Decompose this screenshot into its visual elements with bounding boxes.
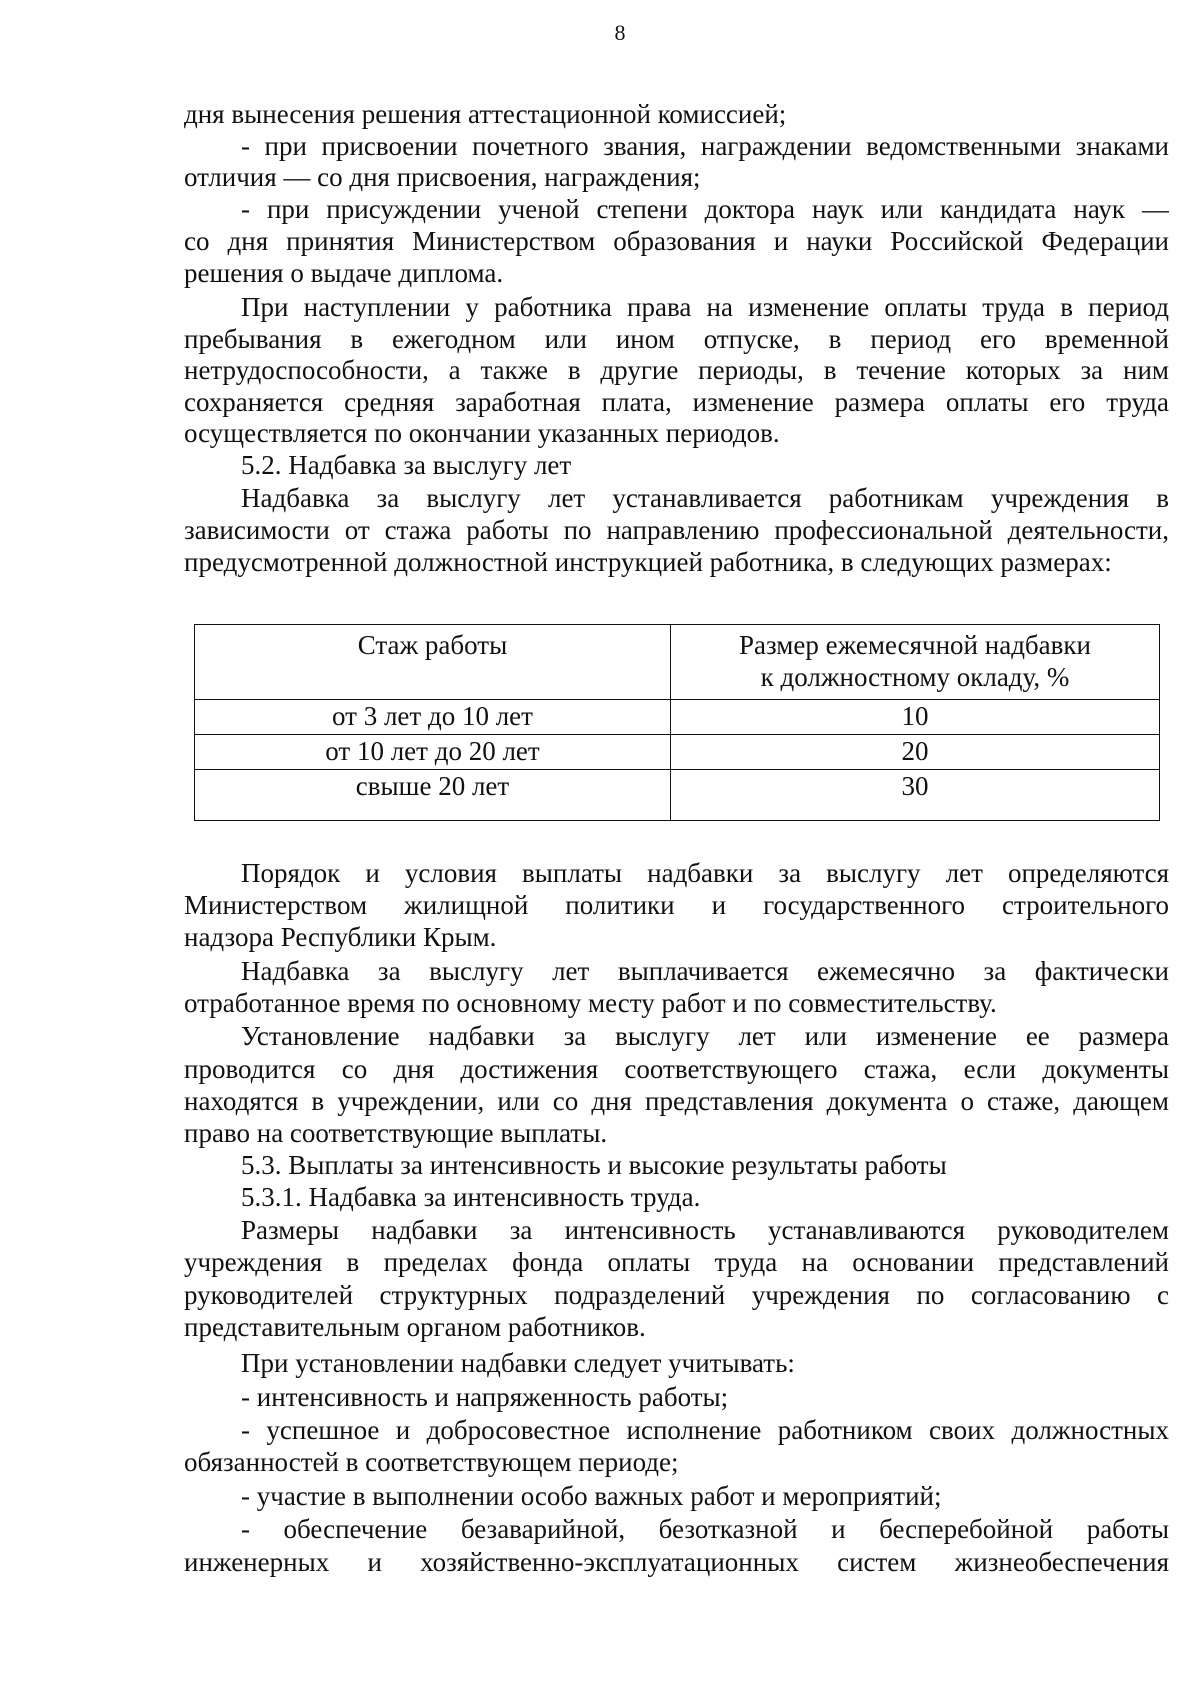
- text-line: пребывания в ежегодном или ином отпуске, в период его временной: [184, 324, 1169, 354]
- list-item: - интенсивность и напряженность работы;: [241, 1382, 729, 1412]
- text-line: находятся в учреждении, или со дня представления документа о стаже, дающем: [184, 1086, 1169, 1116]
- cell-bonus: 30: [671, 770, 1160, 821]
- text-line: зависимости от стажа работы по направлению профессиональной деятельности,: [184, 515, 1169, 545]
- text-line: осуществляется по окончании указанных периодов.: [184, 418, 780, 448]
- text-line: руководителей структурных подразделений учреждения по согласованию с: [184, 1280, 1169, 1310]
- page-number: 8: [614, 20, 626, 45]
- text-line: дня вынесения решения аттестационной комиссией;: [184, 99, 787, 129]
- table-row: [195, 770, 1160, 821]
- seniority-bonus-table: [194, 624, 1160, 821]
- section-heading: 5.3.1. Надбавка за интенсивность труда.: [241, 1182, 701, 1212]
- text-line: - при присуждении ученой степени доктора наук или кандидата наук —: [241, 194, 1169, 224]
- cell-experience: от 3 лет до 10 лет: [195, 700, 671, 735]
- table-row: [195, 700, 1160, 735]
- cell-bonus: 20: [671, 735, 1160, 770]
- text-line: Надбавка за выслугу лет выплачивается ежемесячно за фактически: [241, 956, 1169, 986]
- header-bonus-line1: Размер ежемесячной надбавки: [739, 630, 1091, 660]
- text-line: право на соответствующие выплаты.: [184, 1118, 608, 1148]
- text-line: инженерных и хозяйственно-эксплуатационных систем жизнеобеспечения: [184, 1547, 1169, 1577]
- text-line: проводится со дня достижения соответствующего стажа, если документы: [184, 1054, 1169, 1084]
- list-item: - успешное и добросовестное исполнение работником своих должностных: [241, 1415, 1169, 1445]
- text-line: нетрудоспособности, а также в другие периоды, в течение которых за ним: [184, 355, 1169, 385]
- text-line: При установлении надбавки следует учитывать:: [241, 1348, 795, 1378]
- text-line: решения о выдаче диплома.: [184, 258, 504, 288]
- section-heading: 5.2. Надбавка за выслугу лет: [241, 450, 572, 480]
- text-line: Министерством жилищной политики и государственного строительного: [184, 890, 1169, 920]
- text-line: Порядок и условия выплаты надбавки за выслугу лет определяются: [241, 858, 1169, 888]
- text-line: представительным органом работников.: [184, 1312, 646, 1342]
- header-bonus: [671, 625, 1160, 700]
- text-line: предусмотренной должностной инструкцией работника, в следующих размерах:: [184, 547, 1112, 577]
- header-bonus-line2: к должностному окладу, %: [760, 662, 1070, 692]
- list-item: - участие в выполнении особо важных работ и мероприятий;: [241, 1481, 942, 1511]
- cell-experience: свыше 20 лет: [195, 770, 671, 821]
- text-line: Размеры надбавки за интенсивность устанавливаются руководителем: [241, 1215, 1169, 1245]
- section-heading: 5.3. Выплаты за интенсивность и высокие результаты работы: [241, 1150, 947, 1180]
- table-row: [195, 735, 1160, 770]
- text-line: сохраняется средняя заработная плата, изменение размера оплаты его труда: [184, 387, 1169, 417]
- text-line: Надбавка за выслугу лет устанавливается работникам учреждения в: [241, 483, 1169, 513]
- text-line: со дня принятия Министерством образования и науки Российской Федерации: [184, 226, 1169, 256]
- cell-bonus: 10: [671, 700, 1160, 735]
- text-line: отработанное время по основному месту работ и по совместительству.: [184, 988, 997, 1018]
- text-line: обязанностей в соответствующем периоде;: [184, 1447, 679, 1477]
- text-line: - при присвоении почетного звания, награждении ведомственными знаками: [241, 131, 1169, 161]
- table-header-row: [195, 625, 1160, 700]
- text-line: отличия — со дня присвоения, награждения;: [184, 162, 701, 192]
- text-line: При наступлении у работника права на изменение оплаты труда в период: [241, 292, 1169, 322]
- text-line: Установление надбавки за выслугу лет или изменение ее размера: [241, 1021, 1169, 1051]
- cell-experience: от 10 лет до 20 лет: [195, 735, 671, 770]
- text-line: учреждения в пределах фонда оплаты труда на основании представлений: [184, 1247, 1169, 1277]
- list-item: - обеспечение безаварийной, безотказной и бесперебойной работы: [241, 1514, 1169, 1544]
- header-experience: Стаж работы: [195, 625, 671, 700]
- text-line: надзора Республики Крым.: [184, 922, 497, 952]
